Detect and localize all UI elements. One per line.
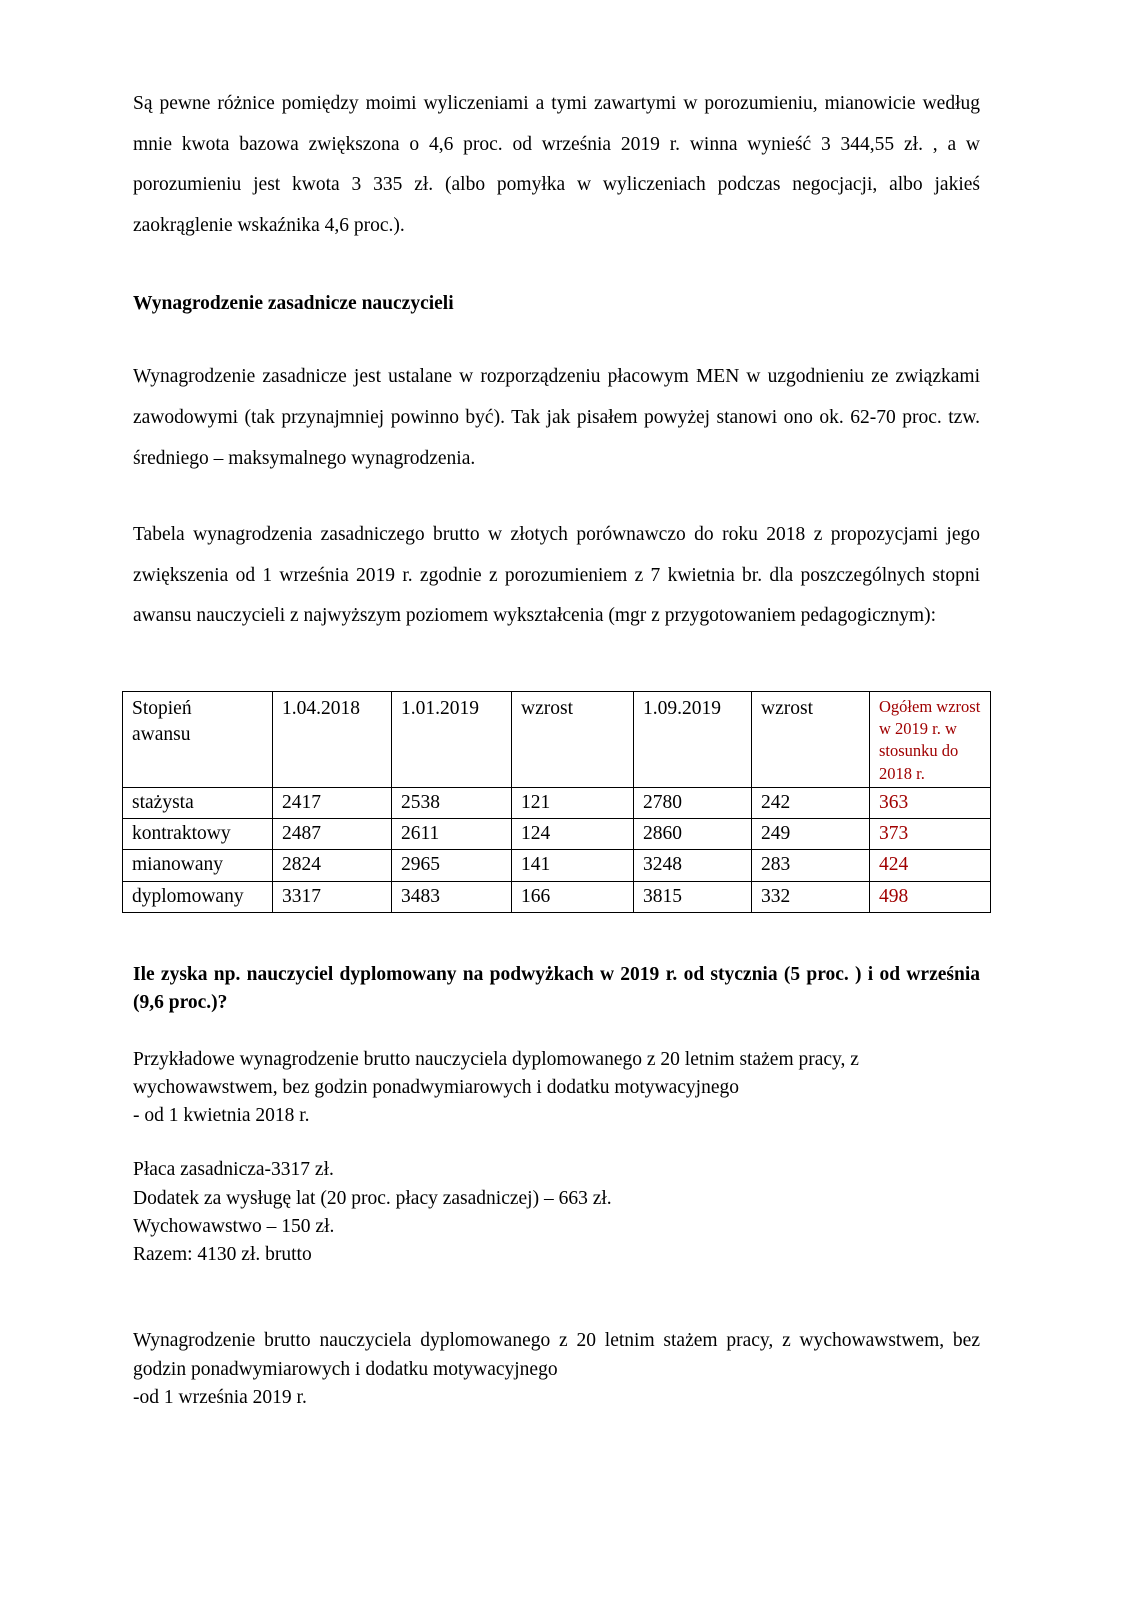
table-intro-paragraph: Tabela wynagrodzenia zasadniczego brutto w złotych porównawczo do roku 2018 z propozycjami jego zwiększenia od 1 września 2019 r. zgodnie z porozumieniem z 7 kwietnia br. dla poszczególnych stopni awansu nauczycieli z najwyższym poziomem wykształcenia (mgr z przygotowaniem pedagogicznym): — [133, 524, 980, 627]
wage-determination-paragraph — [133, 357, 980, 479]
table-cell-total: 424 — [870, 850, 991, 881]
table-header-increase-2: wzrost — [752, 691, 870, 787]
table-cell: 2780 — [634, 787, 752, 818]
table-row — [123, 850, 991, 881]
table-cell: 3317 — [273, 881, 392, 912]
table-cell: 166 — [512, 881, 634, 912]
table-cell: 121 — [512, 787, 634, 818]
table-cell-total: 373 — [870, 819, 991, 850]
table-cell: 2860 — [634, 819, 752, 850]
table-cell-rank: kontraktowy — [123, 819, 273, 850]
question-heading: Ile zyska np. nauczyciel dyplomowany na podwyżkach w 2019 r. od stycznia (5 proc. ) i od września (9,6 proc.)? — [133, 964, 980, 1014]
wage-determination-line-2: Tak jak pisałem powyżej stanowi ono ok. 62-70 proc. tzw. średniego – maksymalnego wynagrodzenia. — [133, 407, 981, 469]
section-heading: Wynagrodzenie zasadnicze nauczycieli — [133, 293, 454, 315]
example-2018-date: - od 1 kwietnia 2018 r. — [133, 1105, 310, 1127]
intro-paragraph: Są pewne różnice pomiędzy moimi wyliczeniami a tymi zawartymi w porozumieniu, mianowicie według mnie kwota bazowa zwiększona o 4,6 proc. od września 2019 r. winna wynieść 3 344,55 zł. , a w porozumieniu jest kwota 3 335 zł. (albo pomyłka w wyliczeniach podczas negocjacji, albo jakieś zaokrąglenie wskaźnika 4,6 proc.). — [133, 93, 980, 236]
table-cell: 3248 — [634, 850, 752, 881]
table-cell: 2824 — [273, 850, 392, 881]
table-row — [123, 881, 991, 912]
table-header-increase-1: wzrost — [512, 691, 634, 787]
table-header-total-increase: Ogółem wzrost w 2019 r. w stosunku do 2018 r. — [870, 691, 991, 787]
table-row — [123, 787, 991, 818]
breakdown-homeroom-bonus: Wychowawstwo – 150 zł. — [133, 1215, 335, 1237]
table-cell: 2965 — [392, 850, 512, 881]
table-header-sep2019: 1.09.2019 — [634, 691, 752, 787]
example-2018-breakdown — [133, 1156, 980, 1269]
table-cell: 3483 — [392, 881, 512, 912]
example-2018-intro: Przykładowe wynagrodzenie brutto nauczyciela dyplomowanego z 20 letnim stażem pracy, z wychowawstwem, bez godzin ponadwymiarowych i dodatku motywacyjnego — [133, 1048, 859, 1098]
table-header-jan2019: 1.01.2019 — [392, 691, 512, 787]
table-cell-rank: dyplomowany — [123, 881, 273, 912]
example-2019-date: -od 1 września 2019 r. — [133, 1387, 307, 1408]
table-cell: 2538 — [392, 787, 512, 818]
wage-determination-line-1: Wynagrodzenie zasadnicze jest ustalane w rozporządzeniu płacowym MEN w uzgodnieniu ze związkami zawodowymi (tak przynajmniej powinno być). — [133, 366, 980, 429]
table-cell: 2417 — [273, 787, 392, 818]
table-cell-total: 498 — [870, 881, 991, 912]
table-cell: 242 — [752, 787, 870, 818]
example-2019-intro: Wynagrodzenie brutto nauczyciela dyplomowanego z 20 letnim stażem pracy, z wychowawstwem, bez godzin ponadwymiarowych i dodatku motywacyjnego — [133, 1330, 980, 1380]
table-cell-total: 363 — [870, 787, 991, 818]
table-cell: 249 — [752, 819, 870, 850]
breakdown-total: Razem: 4130 zł. brutto — [133, 1244, 312, 1266]
table-cell: 141 — [512, 850, 634, 881]
table-cell-rank: stażysta — [123, 787, 273, 818]
salary-table — [122, 691, 991, 913]
example-2019-paragraph — [133, 1327, 980, 1412]
breakdown-seniority-bonus: Dodatek za wysługę lat (20 proc. płacy zasadniczej) – 663 zł. — [133, 1187, 612, 1209]
table-cell: 2487 — [273, 819, 392, 850]
table-row — [123, 819, 991, 850]
table-cell: 283 — [752, 850, 870, 881]
table-header-apr2018: 1.04.2018 — [273, 691, 392, 787]
table-cell: 3815 — [634, 881, 752, 912]
table-cell: 124 — [512, 819, 634, 850]
table-cell-rank: mianowany — [123, 850, 273, 881]
example-2018-paragraph — [133, 1046, 980, 1131]
breakdown-base-salary: Płaca zasadnicza-3317 zł. — [133, 1159, 334, 1181]
table-cell: 2611 — [392, 819, 512, 850]
table-header-row — [123, 691, 991, 787]
table-cell: 332 — [752, 881, 870, 912]
table-header-rank: Stopień awansu — [123, 691, 273, 787]
